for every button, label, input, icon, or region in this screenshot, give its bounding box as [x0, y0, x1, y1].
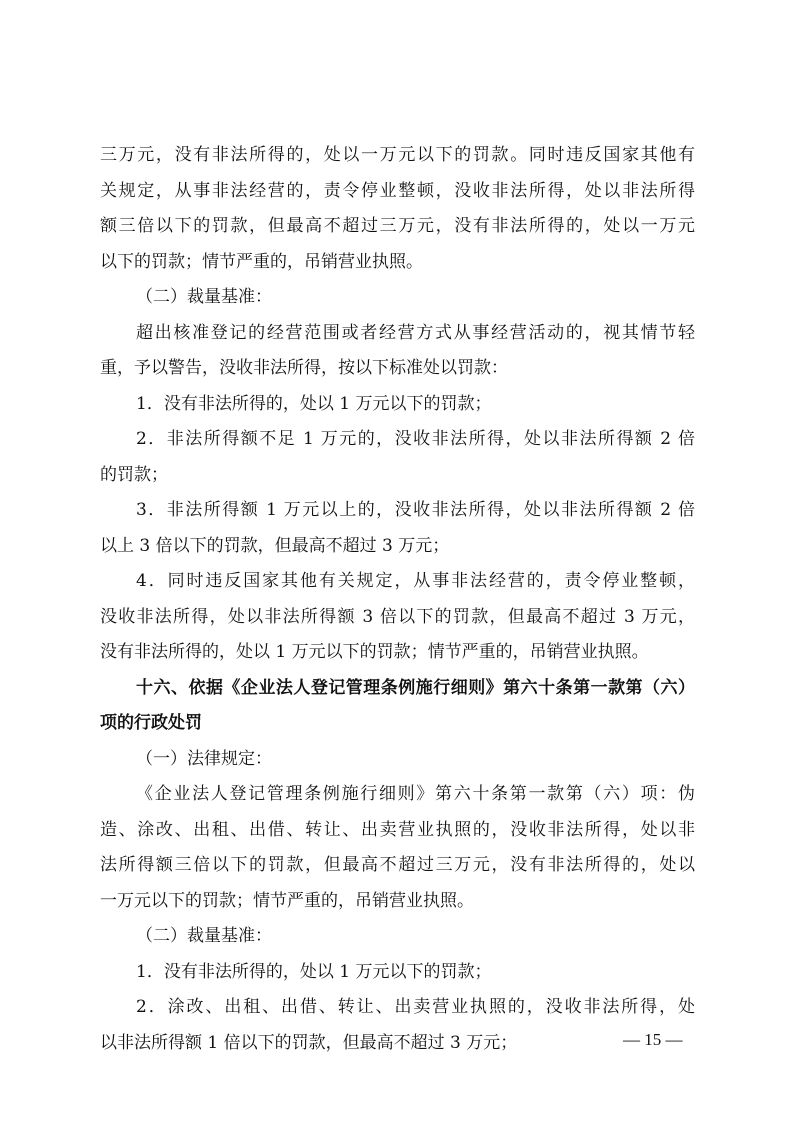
- text-line: 造、涂改、出租、出借、转让、出卖营业执照的，没收非法所得，处以非: [100, 819, 695, 840]
- text-line: 1．没有非法所得的，处以 1 万元以下的罚款；: [136, 961, 492, 982]
- text-line: 2．非法所得额不足 1 万元的，没收非法所得，处以非法所得额 2 倍: [136, 429, 695, 449]
- page-number: — 15 —: [623, 1030, 683, 1049]
- text-line: 以非法所得额 1 倍以下的罚款，但最高不超过 3 万元；: [100, 1032, 518, 1053]
- subheading-text: （二）裁量基准：: [136, 287, 272, 307]
- paragraph-legal-text: [100, 777, 695, 919]
- subheading-text: （二）裁量基准：: [136, 926, 272, 946]
- paragraph-penalty-continuation: [100, 138, 695, 280]
- text-line: 没有非法所得的，处以 1 万元以下的罚款；情节严重的，吊销营业执照。: [100, 642, 649, 662]
- text-line: 没收非法所得，处以非法所得额 3 倍以下的罚款，但最高不超过 3 万元，: [100, 606, 695, 627]
- text-line: 以上 3 倍以下的罚款，但最高不超过 3 万元；: [100, 535, 450, 556]
- subheading-discretion-standard: [100, 280, 695, 316]
- subheading-legal-provisions: [100, 742, 695, 778]
- text-line: 一万元以下的罚款；情节严重的，吊销营业执照。: [100, 890, 474, 911]
- paragraph-discretion-intro: [100, 316, 695, 387]
- list-item-1b: [100, 955, 695, 991]
- text-line: 《企业法人登记管理条例施行细则》第六十条第一款第（六）项：伪: [136, 784, 695, 804]
- subheading-discretion-standard-2: [100, 919, 695, 955]
- list-item-1: [100, 387, 695, 423]
- text-line: 额三倍以下的罚款，但最高不超过三万元，没有非法所得的，处以一万元: [100, 216, 695, 236]
- text-line: 2．涂改、出租、出借、转让、出卖营业执照的，没收非法所得，处: [136, 997, 695, 1017]
- list-item-4: [100, 564, 695, 671]
- text-line: 重，予以警告，没收非法所得，按以下标准处以罚款：: [100, 358, 508, 378]
- text-line: 1．没有非法所得的，处以 1 万元以下的罚款；: [136, 393, 492, 414]
- text-line: 的罚款；: [100, 464, 168, 485]
- list-item-2: [100, 422, 695, 493]
- list-item-3: [100, 493, 695, 564]
- text-line: 三万元，没有非法所得的，处以一万元以下的罚款。同时违反国家其他有: [100, 145, 695, 165]
- section-heading-text: 项的行政处罚: [100, 713, 202, 733]
- section-heading-16: [100, 671, 695, 742]
- text-line: 法所得额三倍以下的罚款，但最高不超过三万元，没有非法所得的，处以: [100, 855, 695, 875]
- text-line: 3．非法所得额 1 万元以上的，没收非法所得，处以非法所得额 2 倍: [136, 500, 695, 520]
- section-heading-text: 十六、依据《企业法人登记管理条例施行细则》第六十条第一款第（六）: [136, 677, 695, 698]
- text-line: 4．同时违反国家其他有关规定，从事非法经营的，责令停业整顿，: [136, 571, 695, 591]
- list-item-2b: [100, 990, 695, 1061]
- document-body: [100, 138, 695, 1061]
- subheading-text: （一）法律规定：: [136, 748, 272, 769]
- text-line: 关规定，从事非法经营的，责令停业整顿，没收非法所得，处以非法所得: [100, 180, 695, 201]
- text-line: 以下的罚款；情节严重的，吊销营业执照。: [100, 251, 423, 272]
- text-line: 超出核准登记的经营范围或者经营方式从事经营活动的，视其情节轻: [136, 322, 695, 343]
